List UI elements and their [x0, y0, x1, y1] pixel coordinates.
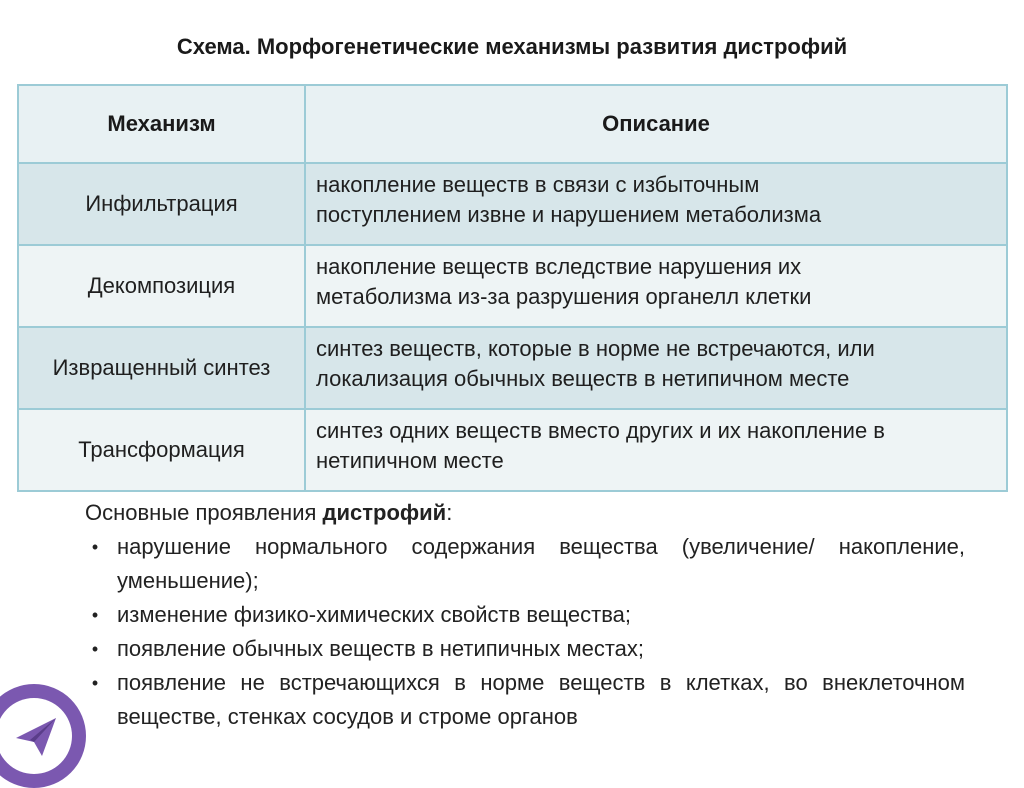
intro-prefix: Основные проявления [85, 500, 323, 525]
header-description: Описание [305, 85, 1007, 163]
mechanisms-table [17, 84, 1008, 492]
manifestations-intro [85, 496, 965, 530]
header-mechanism: Механизм [18, 85, 305, 163]
mechanism-cell: Трансформация [18, 409, 305, 491]
mechanism-cell: Извращенный синтез [18, 327, 305, 409]
list-item [85, 530, 965, 598]
description-line: локализация обычных веществ в нетипичном месте [316, 366, 850, 391]
list-item [85, 666, 965, 734]
description-line: синтез веществ, которые в норме не встречаются, или [316, 336, 875, 361]
list-item-text: появление обычных веществ в нетипичных местах; [117, 636, 645, 661]
description-cell [305, 163, 1007, 245]
bullet-icon: • [91, 639, 99, 659]
description-cell [305, 245, 1007, 327]
list-item [85, 598, 965, 632]
bullet-icon: • [91, 673, 99, 693]
mechanism-cell: Инфильтрация [18, 163, 305, 245]
bullet-icon: • [91, 605, 99, 625]
table-header-row [18, 85, 1007, 163]
intro-suffix: : [446, 500, 453, 525]
mechanism-cell: Декомпозиция [18, 245, 305, 327]
description-cell [305, 327, 1007, 409]
description-line: метаболизма из-за разрушения органелл клетки [316, 284, 812, 309]
table-row [18, 245, 1007, 327]
description-line: накопление веществ вследствие нарушения их [316, 254, 802, 279]
description-cell [305, 409, 1007, 491]
manifestations-list [85, 530, 965, 734]
description-line: нетипичном месте [316, 448, 504, 473]
page-title: Схема. Морфогенетические механизмы развития дистрофий [176, 34, 848, 59]
description-line: поступлением извне и нарушением метаболизма [316, 202, 822, 227]
list-item-text: изменение физико-химических свойств вещества; [117, 602, 632, 627]
list-item [85, 632, 965, 666]
list-item-text: появление не встречающихся в норме веществ в клетках, во внеклеточном веществе, стенках сосудов и строме органов [117, 670, 965, 729]
manifestations-section [85, 496, 965, 734]
logo[interactable] [0, 684, 86, 788]
description-line: накопление веществ в связи с избыточным [316, 172, 760, 197]
table-row [18, 327, 1007, 409]
description-line: синтез одних веществ вместо других и их накопление в [316, 418, 885, 443]
paper-plane-icon [12, 712, 60, 760]
intro-bold: дистрофий [322, 500, 447, 525]
bullet-icon: • [91, 537, 99, 557]
table-row [18, 409, 1007, 491]
table-row [18, 163, 1007, 245]
list-item-text: нарушение нормального содержания вещества (увеличение/ накопление, уменьшение); [117, 534, 965, 593]
